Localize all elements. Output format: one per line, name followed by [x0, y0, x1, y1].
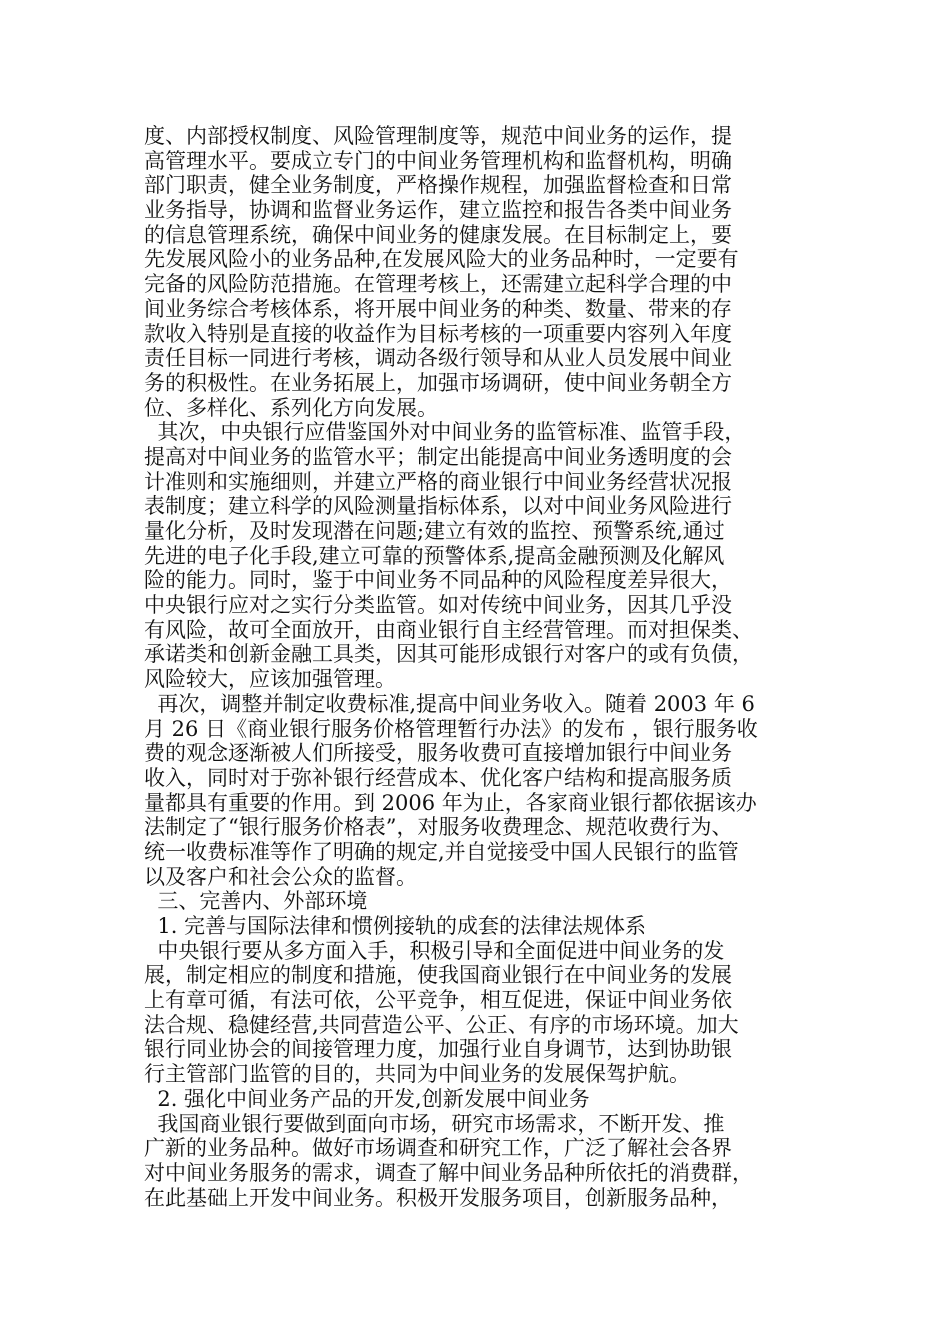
- text-line: 间业务综合考核体系，将开展中间业务的种类、数量、带来的存: [144, 296, 732, 321]
- text-line: 责任目标一同进行考核，调动各级行领导和从业人员发展中间业: [144, 346, 732, 371]
- text-line: 我国商业银行要做到面向市场，研究市场需求，不断开发、推: [144, 1111, 725, 1136]
- subsection-heading: 2. 强化中间业务产品的开发,创新发展中间业务: [144, 1086, 590, 1111]
- text-line: 款收入特别是直接的收益作为目标考核的一项重要内容列入年度: [144, 321, 732, 346]
- text-line: 险的能力。同时，鉴于中间业务不同品种的风险程度差异很大，: [144, 568, 732, 593]
- text-line: 法合规、稳健经营,共同营造公平、公正、有序的市场环境。加大: [144, 1012, 739, 1037]
- text-line: 表制度；建立科学的风险测量指标体系，以对中间业务风险进行: [144, 494, 732, 519]
- text-line: 行主管部门监管的目的，共同为中间业务的发展保驾护航。: [144, 1062, 690, 1087]
- text-line: 承诺类和创新金融工具类，因其可能形成银行对客户的或有负债，: [144, 642, 753, 667]
- text-line: 中央银行要从多方面入手，积极引导和全面促进中间业务的发: [144, 938, 725, 963]
- text-line: 先进的电子化手段,建立可靠的预警体系,提高金融预测及化解风: [144, 543, 725, 568]
- text-line: 上有章可循，有法可依，公平竞争，相互促进，保证中间业务依: [144, 988, 732, 1013]
- section-heading: 三、完善内、外部环境: [144, 889, 368, 914]
- text-line: 的信息管理系统，确保中间业务的健康发展。在目标制定上，要: [144, 222, 732, 247]
- subsection-heading: 1. 完善与国际法律和惯例接轨的成套的法律法规体系: [144, 914, 647, 938]
- text-line: 月 26 日《商业银行服务价格管理暂行办法》的发布 ，银行服务收: [144, 716, 758, 741]
- text-line: 广新的业务品种。做好市场调查和研究工作，广泛了解社会各界: [144, 1136, 732, 1161]
- text-line: 费的观念逐渐被人们所接受，服务收费可直接增加银行中间业务: [144, 741, 732, 766]
- text-line: 统一收费标准等作了明确的规定,并自觉接受中国人民银行的监管: [144, 839, 739, 864]
- text-line: 中央银行应对之实行分类监管。如对传统中间业务，因其几乎没: [144, 593, 732, 618]
- text-line: 其次，中央银行应借鉴国外对中间业务的监管标准、监管手段，: [144, 420, 746, 445]
- text-line: 务的积极性。在业务拓展上，加强市场调研，使中间业务朝全方: [144, 370, 732, 395]
- body-text: [144, 124, 789, 1210]
- text-line: 量都具有重要的作用。到 2006 年为止，各家商业银行都依据该办: [144, 790, 757, 815]
- text-line: 部门职责，健全业务制度，严格操作规程，加强监督检查和日常: [144, 173, 732, 198]
- text-line: 高管理水平。要成立专门的中间业务管理机构和监督机构，明确: [144, 148, 732, 173]
- text-line: 法制定了“银行服务价格表”，对服务收费理念、规范收费行为、: [144, 815, 733, 840]
- text-line: 以及客户和社会公众的监督。: [144, 864, 417, 889]
- text-line: 展，制定相应的制度和措施，使我国商业银行在中间业务的发展: [144, 963, 732, 988]
- text-line: 度、内部授权制度、风险管理制度等，规范中间业务的运作，提: [144, 124, 732, 148]
- text-line: 完备的风险防范措施。在管理考核上，还需建立起科学合理的中: [144, 272, 732, 297]
- text-line: 对中间业务服务的需求，调查了解中间业务品种所依托的消费群，: [144, 1160, 753, 1185]
- text-line: 量化分析，及时发现潜在问题;建立有效的监控、预警系统,通过: [144, 519, 725, 543]
- text-line: 收入，同时对于弥补银行经营成本、优化客户结构和提高服务质: [144, 765, 732, 790]
- text-line: 有风险，故可全面放开，由商业银行自主经营管理。而对担保类、: [144, 617, 753, 642]
- text-line: 银行同业协会的间接管理力度，加强行业自身调节，达到协助银: [144, 1037, 732, 1062]
- text-line: 位、多样化、系列化方向发展。: [144, 395, 438, 420]
- text-line: 提高对中间业务的监管水平；制定出能提高中间业务透明度的会: [144, 444, 732, 469]
- text-line: 风险较大，应该加强管理。: [144, 667, 396, 692]
- text-line: 先发展风险小的业务品种,在发展风险大的业务品种时，一定要有: [144, 247, 739, 272]
- text-line: 再次，调整并制定收费标准,提高中间业务收入。随着 2003 年 6: [144, 691, 755, 716]
- text-line: 计准则和实施细则，并建立严格的商业银行中间业务经营状况报: [144, 469, 732, 494]
- text-line: 业务指导，协调和监督业务运作，建立监控和报告各类中间业务: [144, 198, 732, 223]
- text-line: 在此基础上开发中间业务。积极开发服务项目，创新服务品种，: [144, 1185, 732, 1210]
